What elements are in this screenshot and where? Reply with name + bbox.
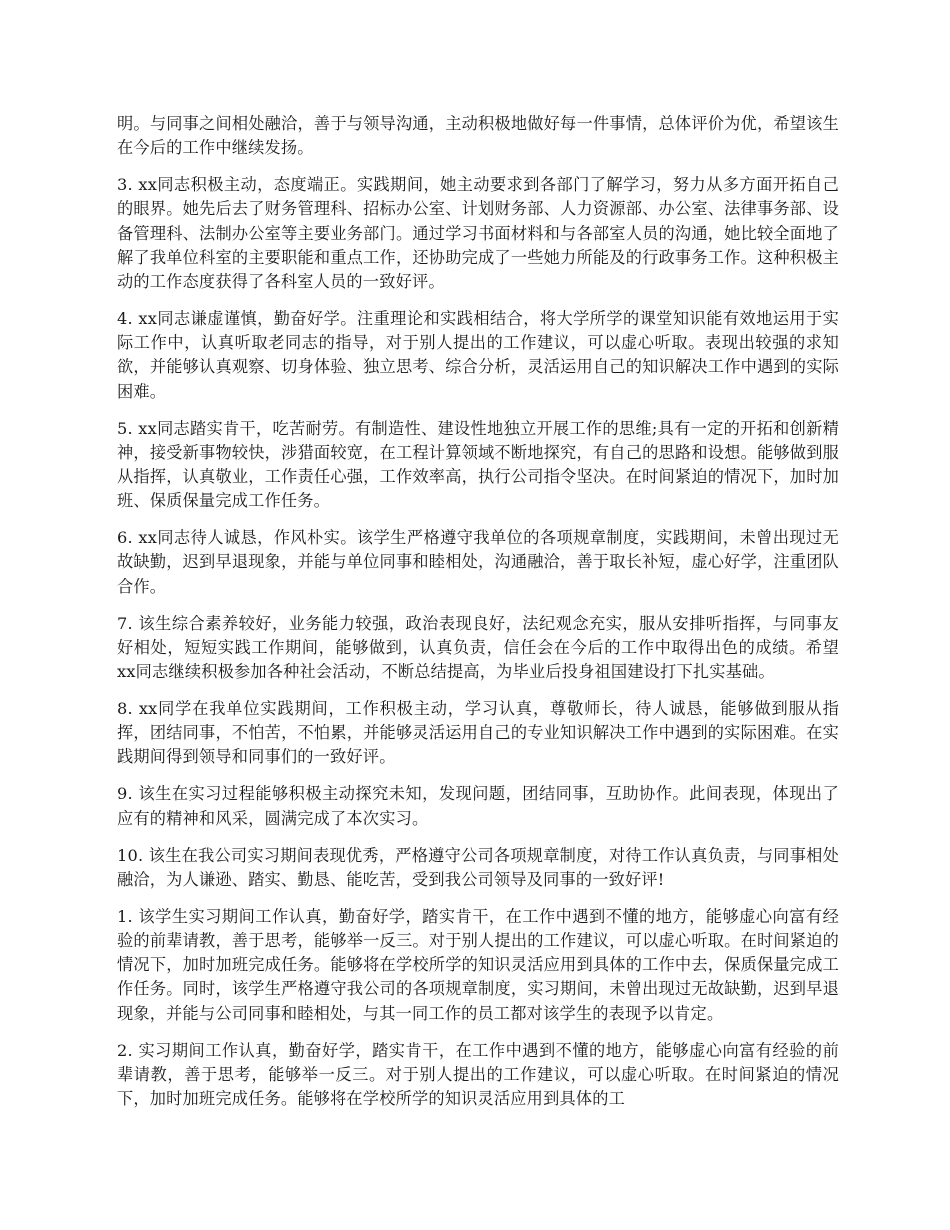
paragraph-item-10: 10. 该生在我公司实习期间表现优秀，严格遵守公司各项规章制度，对待工作认真负责，与同事相处融洽，为人谦逊、踏实、勤恳、能吃苦，受到我公司领导及同事的一致好评! <box>117 845 839 889</box>
paragraph-item-8: 8. xx同学在我单位实践期间，工作积极主动，学习认真，尊敬师长，待人诚恳，能够做到服从指挥，团结同事，不怕苦，不怕累，并能够灵活运用自己的专业知识解决工作中遇到的实际困难。在实践期间得到领导和同事们的一致好评。 <box>117 699 839 767</box>
paragraph-item-7: 7. 该生综合素养较好，业务能力较强，政治表现良好，法纪观念充实，服从安排听指挥，与同事友好相处，短短实践工作期间，能够做到，认真负责，信任会在今后的工作中取得出色的成绩。希望xx同志继续积极参加各种社会活动，不断总结提高，为毕业后投身祖国建设打下扎实基础。 <box>117 613 839 682</box>
document-body <box>117 112 839 1124</box>
paragraph-continuation: 明。与同事之间相处融洽，善于与领导沟通，主动积极地做好每一件事情，总体评价为优，希望该生在今后的工作中继续发扬。 <box>117 114 839 158</box>
paragraph-item-2-second-list: 2. 实习期间工作认真，勤奋好学，踏实肯干，在工作中遇到不懂的地方，能够虚心向富有经验的前辈请教，善于思考，能够举一反三。对于别人提出的工作建议，可以虚心听取。在时间紧迫的情况下，加时加班完成任务。能够将在学校所学的知识灵活应用到具体的工 <box>117 1040 839 1109</box>
paragraph-item-9: 9. 该生在实习过程能够积极主动探究未知，发现问题，团结同事，互助协作。此间表现，体现出了应有的精神和风采，圆满完成了本次实习。 <box>117 784 839 828</box>
paragraph-item-4: 4. xx同志谦虚谨慎，勤奋好学。注重理论和实践相结合，将大学所学的课堂知识能有效地运用于实际工作中，认真听取老同志的指导，对于别人提出的工作建议，可以虚心听取。表现出较强的求知欲，并能够认真观察、切身体验、独立思考、综合分析，灵活运用自己的知识解决工作中遇到的实际困难。 <box>117 309 839 401</box>
paragraph-item-6: 6. xx同志待人诚恳，作风朴实。该学生严格遵守我单位的各项规章制度，实践期间，未曾出现过无故缺勤，迟到早退现象，并能与单位同事和睦相处，沟通融洽，善于取长补短，虚心好学，注重团队合作。 <box>117 528 839 596</box>
paragraph-item-3: 3. xx同志积极主动，态度端正。实践期间，她主动要求到各部门了解学习，努力从多方面开拓自己的眼界。她先后去了财务管理科、招标办公室、计划财务部、人力资源部、办公室、法律事务部、设备管理科、法制办公室等主要业务部门。通过学习书面材料和与各部室人员的沟通，她比较全面地了解了我单位科室的主要职能和重点工作，还协助完成了一些她力所能及的行政事务工作。这种积极主动的工作态度获得了各科室人员的一致好评。 <box>117 175 839 292</box>
paragraph-item-5: 5. xx同志踏实肯干，吃苦耐劳。有制造性、建设性地独立开展工作的思维;具有一定的开拓和创新精神，接受新事物较快，涉猎面较宽，在工程计算领域不断地探究，有自己的思路和设想。能够做到服从指挥，认真敬业，工作责任心强，工作效率高，执行公司指令坚决。在时间紧迫的情况下，加时加班、保质保量完成工作任务。 <box>117 418 839 511</box>
paragraph-item-1-second-list: 1. 该学生实习期间工作认真，勤奋好学，踏实肯干，在工作中遇到不懂的地方，能够虚心向富有经验的前辈请教，善于思考，能够举一反三。对于别人提出的工作建议，可以虚心听取。在时间紧迫的情况下，加时加班完成任务。能够将在学校所学的知识灵活应用到具体的工作中去，保质保量完成工作任务。同时，该学生严格遵守我公司的各项规章制度，实习期间，未曾出现过无故缺勤，迟到早退现象，并能与公司同事和睦相处，与其一同工作的员工都对该学生的表现予以肯定。 <box>117 906 839 1023</box>
